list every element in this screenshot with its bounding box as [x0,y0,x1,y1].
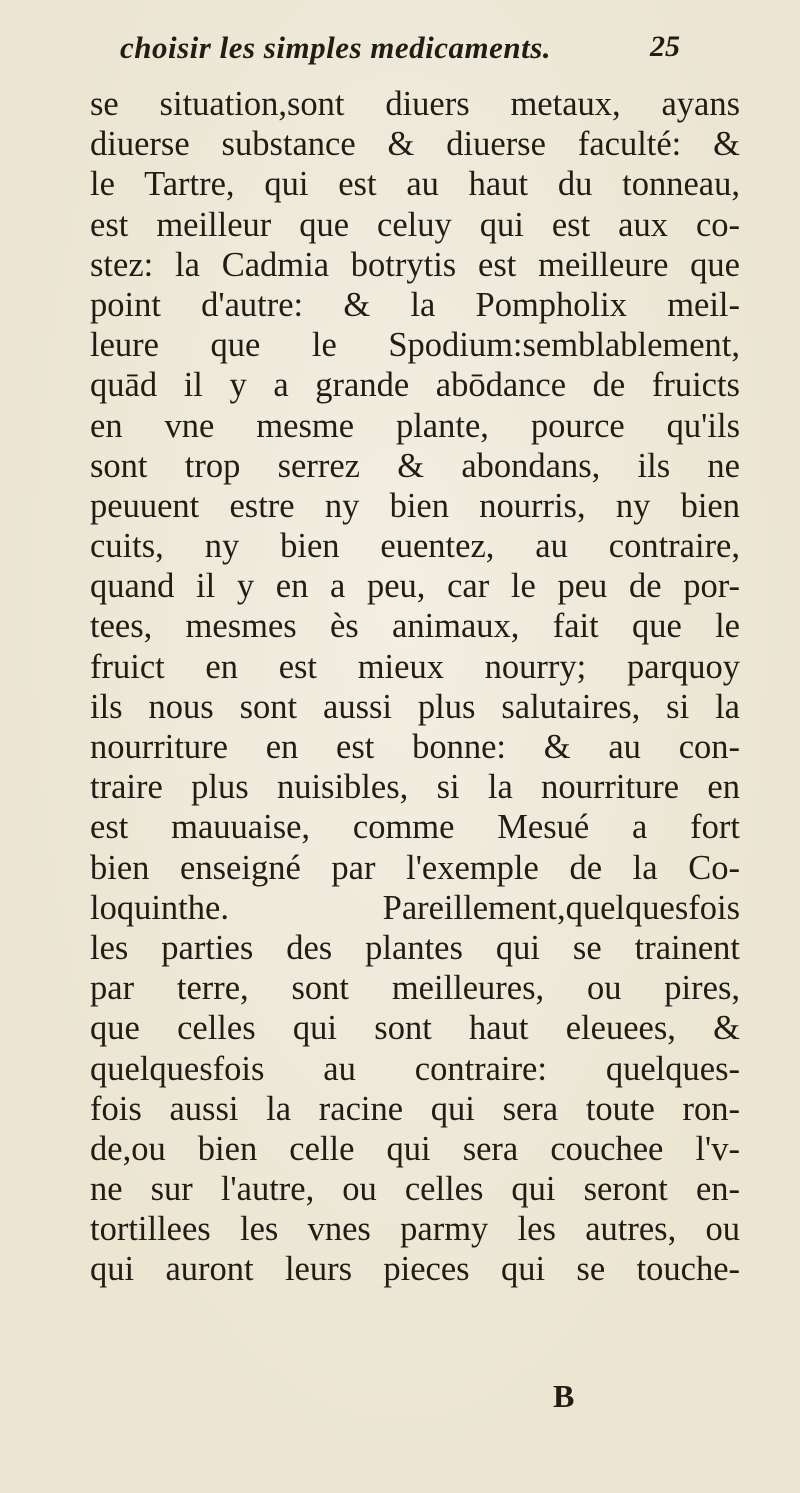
text-line: fois aussi la racine qui sera toute ron- [90,1089,740,1128]
text-line: tortillees les vnes parmy les autres, ou [90,1210,740,1249]
text-line: se situation,sont diuers metaux, ayans [90,85,740,123]
text-line: diuerse substance & diuerse faculté: & [90,125,740,164]
running-head [120,30,680,80]
text-line: le Tartre, qui est au haut du tonneau, [90,165,740,204]
text-line: quand il y en a peu, car le peu de por- [90,567,740,606]
text-line: quelquesfois au contraire: quelques- [90,1049,740,1088]
text-line: stez: la Cadmia botrytis est meilleure que [90,245,740,284]
text-line: quād il y a grande abōdance de fruicts [90,366,740,405]
text-line: loquinthe. Pareillement,quelquesfois [90,888,740,927]
text-line: nourriture en est bonne: & au con- [90,728,740,766]
text-line: peuuent estre ny bien nourris, ny bien [90,486,740,525]
text-line: que celles qui sont haut eleuees, & [90,1009,740,1048]
text-line: traire plus nuisibles, si la nourriture en [90,768,740,807]
text-line: point d'autre: & la Pompholix meil- [90,285,740,324]
signature-mark: B [553,1378,575,1414]
running-title: choisir les simples medicaments. [120,30,552,65]
text-line: cuits, ny bien euentez, au contraire, [90,527,740,566]
body-text [90,84,740,1290]
text-line: qui auront leurs pieces qui se touche- [90,1250,740,1289]
text-line: est mauuaise, comme Mesué a fort [90,808,740,847]
text-line: en vne mesme plante, pource qu'ils [90,406,740,445]
text-line: fruict en est mieux nourry; parquoy [90,647,740,686]
page-number: 25 [650,30,680,63]
text-line: de,ou bien celle qui sera couchee l'v- [90,1129,740,1168]
text-line: ne sur l'autre, ou celles qui seront en- [90,1170,740,1209]
text-line: est meilleur que celuy qui est aux co- [90,205,740,244]
text-line: tees, mesmes ès animaux, fait que le [90,607,740,646]
text-line: par terre, sont meilleures, ou pires, [90,969,740,1008]
text-line: leure que le Spodium:semblablement, [90,326,740,365]
text-line: bien enseigné par l'exemple de la Co- [90,848,740,887]
text-line: sont trop serrez & abondans, ils ne [90,446,740,485]
text-line: ils nous sont aussi plus salutaires, si la [90,687,740,726]
text-line: les parties des plantes qui se trainent [90,928,740,967]
